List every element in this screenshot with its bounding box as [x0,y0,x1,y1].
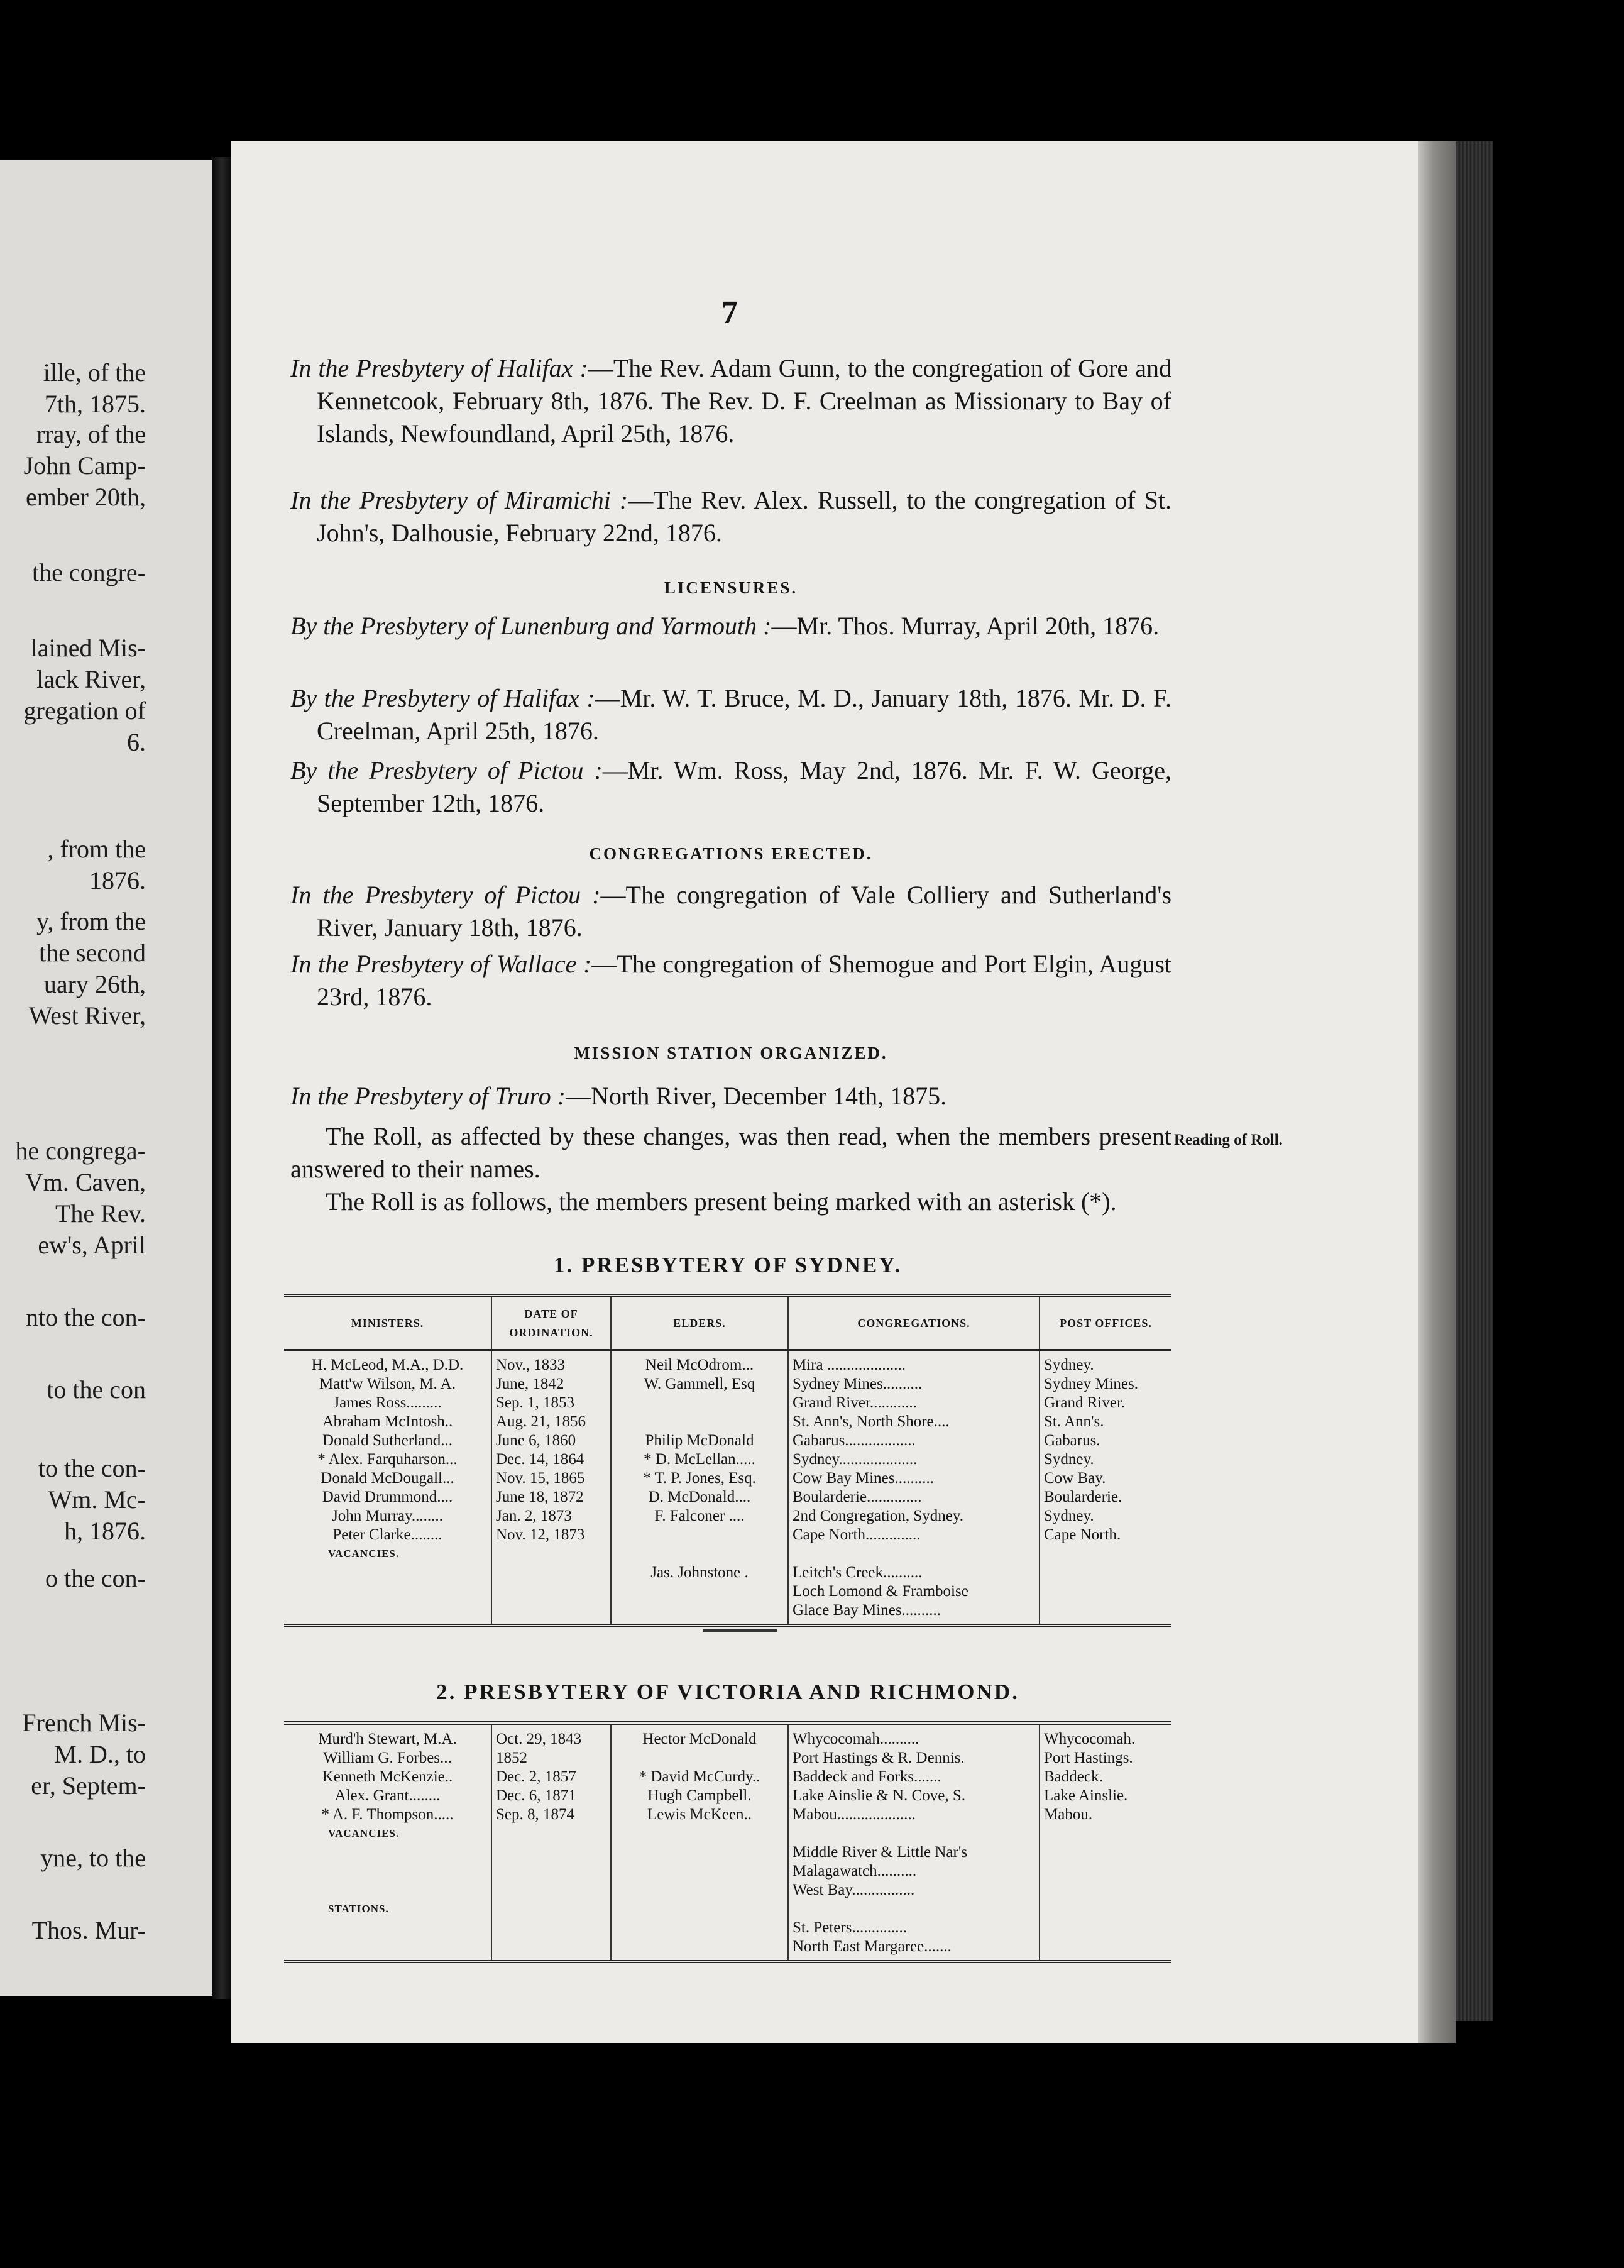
table-row [284,1526,1171,1544]
left-page-line: er, Septem- [31,1771,146,1800]
empty-cell [1040,1824,1171,1843]
ordination-date-cell: Dec. 14, 1864 [491,1450,611,1469]
minister-cell [284,1918,491,1937]
table-row [284,1805,1171,1824]
ordination-date-cell: Nov., 1833 [491,1350,611,1375]
paragraph-lead: By the Presbytery of Pictou : [290,756,603,784]
elder-cell: D. McDonald.... [611,1488,788,1507]
paragraph-text: The Roll, as affected by these changes, was then read, when the members present answered to their names. [290,1122,1171,1183]
roll-table [284,1294,1171,1627]
minister-cell: Donald McDougall... [284,1469,491,1488]
left-page-line: French Mis- [22,1709,146,1737]
left-page-fragment [0,160,212,1996]
left-page-line: Wm. Mc- [48,1485,146,1514]
left-page-line: 1876. [89,866,146,895]
paragraph [290,352,1171,450]
paragraph-lead: In the Presbytery of Halifax : [290,354,588,382]
congregation-cell: Lake Ainslie & N. Cove, S. [788,1786,1040,1805]
minister-cell: * Alex. Farquharson... [284,1450,491,1469]
left-page-line: The Rev. [55,1199,146,1228]
elder-cell [611,1843,788,1862]
elder-cell: Jas. Johnstone . [611,1563,788,1582]
elder-cell: Hugh Campbell. [611,1786,788,1805]
paragraph [290,879,1171,944]
paragraph-text: —Mr. Wm. Ross, May 2nd, 1876. Mr. F. W. George, September 12th, 1876. [317,756,1171,817]
table-row [284,1350,1171,1375]
paragraph-lead: By the Presbytery of Halifax : [290,684,595,712]
congregation-cell: Sydney.................... [788,1450,1040,1469]
elder-cell: W. Gammell, Esq [611,1375,788,1394]
congregation-cell: Mabou.................... [788,1805,1040,1824]
page-number: 7 [721,295,738,331]
empty-cell [611,1544,788,1563]
ordination-date-cell: 1852 [491,1749,611,1768]
minister-cell: H. McLeod, M.A., D.D. [284,1350,491,1375]
ordination-date-cell: June 18, 1872 [491,1488,611,1507]
table-row [284,1450,1171,1469]
minister-cell: * A. F. Thompson..... [284,1805,491,1824]
empty-cell [1040,1900,1171,1918]
left-page-line: lack River, [36,665,146,693]
ordination-date-cell: Dec. 6, 1871 [491,1786,611,1805]
empty-cell [491,1900,611,1918]
table-row [284,1881,1171,1900]
column-header: MINISTERS. [284,1297,491,1350]
left-page-line: rray, of the [36,420,146,448]
table-row [284,1843,1171,1862]
congregation-cell: Baddeck and Forks....... [788,1768,1040,1786]
congregation-cell: Middle River & Little Nar's [788,1843,1040,1862]
roll-table-grid [284,1297,1171,1624]
paragraph-text: —The congregation of Shemogue and Port Elgin, August 23rd, 1876. [317,950,1171,1011]
post-office-cell: Port Hastings. [1044,1749,1133,1766]
congregation-cell: 2nd Congregation, Sydney. [788,1507,1040,1526]
left-page-line: yne, to the [40,1844,146,1872]
minister-cell [284,1582,491,1601]
paragraph-text: —The congregation of Vale Colliery and Sutherland's River, January 18th, 1876. [317,881,1172,942]
section-heading: LICENSURES. [664,578,798,597]
table-row [284,1786,1171,1805]
elder-cell [611,1526,788,1544]
paragraph [290,682,1171,747]
empty-cell [611,1824,788,1843]
paragraph-lead: In the Presbytery of Pictou : [290,881,601,909]
congregation-cell: North East Margaree....... [788,1937,1040,1960]
post-office-cell: Boularderie. [1044,1489,1122,1506]
elder-cell: Philip McDonald [611,1431,788,1450]
minister-cell [284,1937,491,1960]
empty-cell [1040,1544,1171,1563]
congregation-cell: Leitch's Creek.......... [788,1563,1040,1582]
elder-cell [611,1412,788,1431]
congregation-cell: Glace Bay Mines.......... [788,1601,1040,1624]
ordination-date-cell: Oct. 29, 1843 [491,1725,611,1749]
paragraph [290,1080,1171,1113]
paragraph-lead: In the Presbytery of Miramichi : [290,486,628,514]
subsection-label: VACANCIES. [284,1824,491,1843]
elder-cell [611,1862,788,1881]
table-row [284,1544,1171,1563]
left-page-line: ember 20th, [25,483,146,511]
minister-cell: James Ross......... [284,1394,491,1412]
section-heading: MISSION STATION ORGANIZED. [574,1043,888,1062]
left-page-line: ille, of the [43,358,146,387]
empty-cell [788,1900,1040,1918]
table-row [284,1563,1171,1582]
left-page-line: he congrega- [15,1137,146,1165]
left-page-line: ew's, April [38,1231,146,1259]
column-header: ELDERS. [611,1297,788,1350]
column-header: DATE OF ORDINATION. [491,1297,611,1350]
elder-cell: F. Falconer .... [611,1507,788,1526]
table-row [284,1918,1171,1937]
post-office-cell [1040,1563,1171,1582]
table-row [284,1582,1171,1601]
ordination-date-cell [491,1582,611,1601]
minister-cell: John Murray........ [284,1507,491,1526]
left-page-line: h, 1876. [64,1517,146,1545]
roll-table-grid [284,1725,1171,1960]
post-office-cell: Whycocomah. [1044,1731,1136,1748]
left-page-line: gregation of [23,696,146,725]
section-heading: CONGREGATIONS ERECTED. [589,844,873,863]
table-row [284,1375,1171,1394]
table-row [284,1507,1171,1526]
congregation-cell: Boularderie.............. [788,1488,1040,1507]
paragraph [290,948,1171,1013]
elder-cell: Hector McDonald [611,1725,788,1749]
congregation-cell: St. Ann's, North Shore.... [788,1412,1040,1431]
paragraph [290,610,1171,642]
ordination-date-cell [491,1862,611,1881]
elder-cell [611,1749,788,1768]
congregation-cell: Gabarus.................. [788,1431,1040,1450]
minister-cell: Donald Sutherland... [284,1431,491,1450]
elder-cell [611,1394,788,1412]
table-row [284,1900,1171,1918]
left-page-line: Thos. Mur- [31,1916,146,1944]
subsection-label: VACANCIES. [284,1544,491,1563]
congregation-cell: Mira .................... [788,1350,1040,1375]
elder-cell [611,1881,788,1900]
paragraph-text: —Mr. W. T. Bruce, M. D., January 18th, 1876. Mr. D. F. Creelman, April 25th, 1876. [317,684,1172,745]
ordination-date-cell: Dec. 2, 1857 [491,1768,611,1786]
ordination-date-cell: Sep. 1, 1853 [491,1394,611,1412]
minister-cell: Alex. Grant........ [284,1786,491,1805]
table-row [284,1488,1171,1507]
subsection-label: STATIONS. [284,1900,491,1918]
minister-cell: Peter Clarke........ [284,1526,491,1544]
ordination-date-cell: Aug. 21, 1856 [491,1412,611,1431]
table-row [284,1768,1171,1786]
paragraph-lead: In the Presbytery of Wallace : [290,950,592,978]
post-office-cell: Gabarus. [1044,1432,1100,1449]
empty-cell [491,1544,611,1563]
left-page-line: 6. [127,728,146,756]
table-row [284,1394,1171,1412]
post-office-cell: Sydney. [1044,1507,1094,1524]
table-separator [703,1629,777,1632]
page-stack [1456,141,1493,2021]
ordination-date-cell: Sep. 8, 1874 [491,1805,611,1824]
left-page-line: , from the [47,835,146,863]
ordination-date-cell [491,1881,611,1900]
empty-cell [491,1824,611,1843]
presbytery-title: 2. PRESBYTERY OF VICTORIA AND RICHMOND. [436,1680,1019,1704]
post-office-cell [1040,1601,1171,1624]
minister-cell: William G. Forbes... [284,1749,491,1768]
left-page-line: nto the con- [25,1303,146,1331]
page-edge-shadow [1418,141,1456,2043]
paragraph-lead: By the Presbytery of Lunenburg and Yarmouth : [290,612,772,640]
elder-cell [611,1918,788,1937]
empty-cell [611,1900,788,1918]
elder-cell [611,1601,788,1624]
left-page-line: to the con [47,1375,146,1404]
post-office-cell [1040,1937,1171,1960]
post-office-cell [1040,1862,1171,1881]
congregation-cell: Port Hastings & R. Dennis. [788,1749,1040,1768]
ordination-date-cell [491,1937,611,1960]
congregation-cell: Malagawatch.......... [788,1862,1040,1881]
paragraph [290,484,1171,549]
column-header: CONGREGATIONS. [788,1297,1040,1350]
elder-cell: * T. P. Jones, Esq. [611,1469,788,1488]
roll-table [284,1721,1171,1963]
empty-cell [788,1824,1040,1843]
minister-cell [284,1601,491,1624]
post-office-cell: Lake Ainslie. [1044,1787,1128,1804]
post-office-cell [1040,1582,1171,1601]
left-page-line: John Camp- [23,451,146,480]
left-page-line: Vm. Caven, [25,1168,146,1196]
elder-cell [611,1937,788,1960]
paragraph-text: —North River, December 14th, 1875. [566,1082,947,1110]
elder-cell [611,1582,788,1601]
post-office-cell: Mabou. [1044,1806,1093,1823]
paragraph [290,754,1171,820]
ordination-date-cell: June 6, 1860 [491,1431,611,1450]
post-office-cell: Cape North. [1044,1526,1121,1543]
left-page-line: M. D., to [54,1740,146,1768]
table-row [284,1412,1171,1431]
column-header: POST OFFICES. [1040,1297,1171,1350]
ordination-date-cell: Jan. 2, 1873 [491,1507,611,1526]
congregation-cell: Sydney Mines.......... [788,1375,1040,1394]
left-page-line: y, from the [36,907,146,935]
ordination-date-cell: Nov. 15, 1865 [491,1469,611,1488]
ordination-date-cell [491,1601,611,1624]
post-office-cell: Sydney Mines. [1044,1375,1138,1392]
side-note: Reading of Roll. [1174,1131,1283,1148]
ordination-date-cell [491,1843,611,1862]
table-header-row [284,1297,1171,1350]
post-office-cell [1040,1918,1171,1937]
ordination-date-cell: Nov. 12, 1873 [491,1526,611,1544]
congregation-cell: Loch Lomond & Framboise [788,1582,1040,1601]
post-office-cell: Grand River. [1044,1394,1126,1411]
ordination-date-cell [491,1563,611,1582]
presbytery-title: 1. PRESBYTERY OF SYDNEY. [553,1253,903,1277]
minister-cell: Abraham McIntosh.. [284,1412,491,1431]
congregation-cell: West Bay................ [788,1881,1040,1900]
minister-cell: Matt'w Wilson, M. A. [284,1375,491,1394]
book-gutter [212,157,231,1999]
table-row [284,1824,1171,1843]
table-row [284,1601,1171,1624]
table-row [284,1862,1171,1881]
elder-cell: Neil McOdrom... [611,1350,788,1375]
table-row [284,1469,1171,1488]
paragraph-lead: In the Presbytery of Truro : [290,1082,566,1110]
minister-cell: Murd'h Stewart, M.A. [284,1725,491,1749]
left-page-line: o the con- [45,1564,146,1592]
minister-cell: Kenneth McKenzie.. [284,1768,491,1786]
paragraph-text: —The Rev. Adam Gunn, to the congregation of Gore and Kennetcook, February 8th, 1876. The Rev. D. F. Creelman as Missionary to Bay of Islands, Newfoundland, April 25th, 1876. [317,354,1171,448]
paragraph-text: —The Rev. Alex. Russell, to the congregation of St. John's, Dalhousie, February 22nd, 1876. [317,486,1171,547]
congregation-cell: Grand River............ [788,1394,1040,1412]
paragraph [290,1120,1171,1186]
post-office-cell [1040,1881,1171,1900]
elder-cell: * David McCurdy.. [611,1768,788,1786]
elder-cell: * D. McLellan..... [611,1450,788,1469]
left-page-line: to the con- [38,1454,146,1482]
table-row [284,1725,1171,1749]
minister-cell [284,1881,491,1900]
ordination-date-cell: June, 1842 [491,1375,611,1394]
table-row [284,1431,1171,1450]
left-page-line: West River, [28,1001,146,1030]
left-page-line: uary 26th, [43,970,146,998]
ordination-date-cell [491,1918,611,1937]
congregation-cell: Cape North.............. [788,1526,1040,1544]
minister-cell [284,1862,491,1881]
congregation-cell: Whycocomah.......... [788,1725,1040,1749]
paragraph [290,1186,1171,1218]
left-page-line: the congre- [31,558,146,586]
empty-cell [788,1544,1040,1563]
table-row [284,1749,1171,1768]
congregation-cell: St. Peters.............. [788,1918,1040,1937]
minister-cell [284,1563,491,1582]
left-page-line: lained Mis- [30,634,146,662]
post-office-cell: St. Ann's. [1044,1413,1104,1430]
elder-cell: Lewis McKeen.. [611,1805,788,1824]
minister-cell: David Drummond.... [284,1488,491,1507]
post-office-cell: Cow Bay. [1044,1470,1106,1487]
paragraph-text: —Mr. Thos. Murray, April 20th, 1876. [771,612,1160,640]
minister-cell [284,1843,491,1862]
post-office-cell [1040,1843,1171,1862]
left-page-line: the second [39,939,146,967]
post-office-cell: Baddeck. [1044,1768,1103,1785]
left-page-line: 7th, 1875. [44,390,146,418]
paragraph-text: The Roll is as follows, the members present being marked with an asterisk (*). [326,1187,1117,1216]
table-row [284,1937,1171,1960]
post-office-cell: Sydney. [1044,1451,1094,1468]
post-office-cell: Sydney. [1044,1357,1094,1373]
congregation-cell: Cow Bay Mines.......... [788,1469,1040,1488]
